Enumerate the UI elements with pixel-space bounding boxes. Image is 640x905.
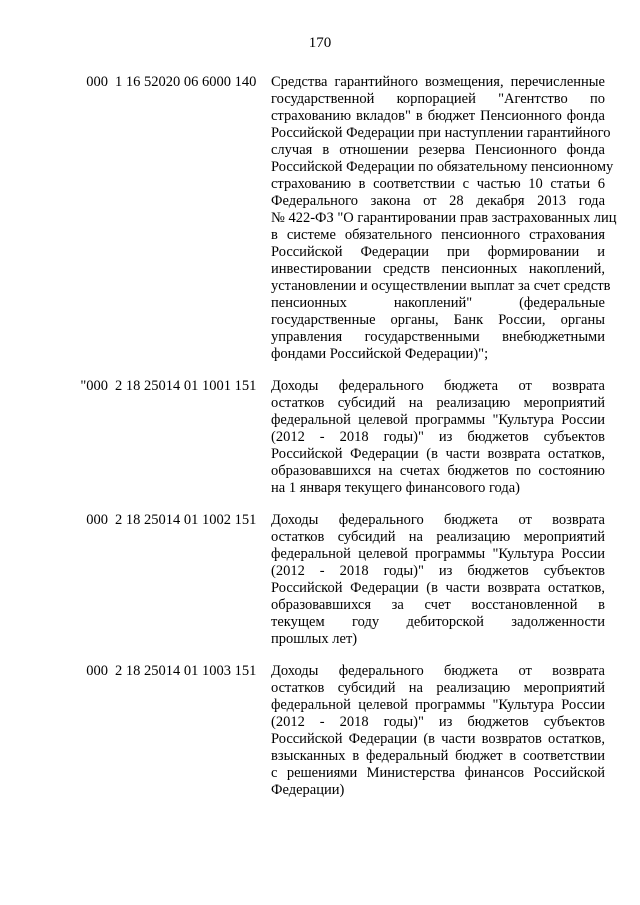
description-line: Доходы федерального бюджета от возврата [271, 512, 605, 528]
administrator-code: 000 [86, 74, 108, 90]
classification-entry [0, 663, 640, 799]
description-line: Российской Федерации по обязательному пенсионному [271, 159, 614, 175]
description-line: пенсионных накоплений" (федеральные [271, 295, 605, 311]
description-line: Федерации) [271, 782, 345, 798]
description-line: с решениями Министерства финансов Российской [271, 765, 605, 781]
description-line: управления государственными внебюджетными [271, 329, 605, 345]
description-line: взысканных в федеральный бюджет в соответствии [271, 748, 605, 764]
description-line: Российской Федерации при наступлении гарантийного [271, 125, 611, 141]
classification-entry [0, 74, 640, 363]
description-line: (2012 - 2018 годы)" из бюджетов субъектов [271, 563, 605, 579]
budget-classification-code: 2 18 25014 01 1003 151 [115, 663, 257, 679]
description-line: установлении и осуществлении выплат за счет средств [271, 278, 611, 294]
income-description [271, 512, 605, 648]
administrator-code: "000 [80, 378, 108, 394]
description-line: Средства гарантийного возмещения, перечисленные [271, 74, 605, 90]
description-line: Федерального закона от 28 декабря 2013 года [271, 193, 605, 209]
income-description [271, 74, 617, 363]
description-line: в системе обязательного пенсионного страхования [271, 227, 605, 243]
description-line: Доходы федерального бюджета от возврата [271, 663, 605, 679]
description-line: (2012 - 2018 годы)" из бюджетов субъектов [271, 714, 605, 730]
classification-entry [0, 512, 640, 648]
description-line: Российской Федерации (в части возврата остатков, [271, 446, 605, 462]
description-line: остатков субсидий на реализацию мероприятий [271, 529, 605, 545]
description-line: федеральной целевой программы "Культура России [271, 546, 605, 562]
income-description [271, 663, 605, 799]
description-line: инвестировании средств пенсионных накоплений, [271, 261, 605, 277]
description-line: случая в отношении резерва Пенсионного фонда [271, 142, 605, 158]
income-description [271, 378, 605, 497]
administrator-code: 000 [86, 663, 108, 679]
budget-classification-code: 2 18 25014 01 1001 151 [115, 378, 257, 394]
administrator-code: 000 [86, 512, 108, 528]
description-line: текущем году дебиторской задолженности [271, 614, 605, 630]
description-line: образовавшихся на счетах бюджетов по состоянию [271, 463, 605, 479]
description-line: государственной корпорацией "Агентство по [271, 91, 605, 107]
description-line: Российской Федерации (в части возвратов остатков, [271, 731, 605, 747]
budget-classification-code: 1 16 52020 06 6000 140 [115, 74, 257, 90]
description-line: государственные органы, Банк России, органы [271, 312, 605, 328]
description-line: остатков субсидий на реализацию мероприятий [271, 395, 605, 411]
description-line: прошлых лет) [271, 631, 358, 647]
description-line: федеральной целевой программы "Культура России [271, 697, 605, 713]
page-number: 170 [308, 35, 332, 51]
description-line: федеральной целевой программы "Культура России [271, 412, 605, 428]
budget-classification-code: 2 18 25014 01 1002 151 [115, 512, 257, 528]
description-line: страхованию вкладов" в бюджет Пенсионного фонда [271, 108, 605, 124]
description-line: № 422-ФЗ "О гарантировании прав застрахованных лиц [271, 210, 617, 226]
description-line: Российской Федерации (в части возврата остатков, [271, 580, 605, 596]
description-line: Доходы федерального бюджета от возврата [271, 378, 605, 394]
description-line: Российской Федерации при формировании и [271, 244, 605, 260]
description-line: образовавшихся за счет восстановленной в [271, 597, 605, 613]
description-line: фондами Российской Федерации)"; [271, 346, 489, 362]
classification-entry [0, 378, 640, 497]
description-line: (2012 - 2018 годы)" из бюджетов субъектов [271, 429, 605, 445]
description-line: остатков субсидий на реализацию мероприятий [271, 680, 605, 696]
classification-list [0, 74, 640, 814]
description-line: страхованию в соответствии с частью 10 статьи 6 [271, 176, 605, 192]
description-line: на 1 января текущего финансового года) [271, 480, 520, 496]
